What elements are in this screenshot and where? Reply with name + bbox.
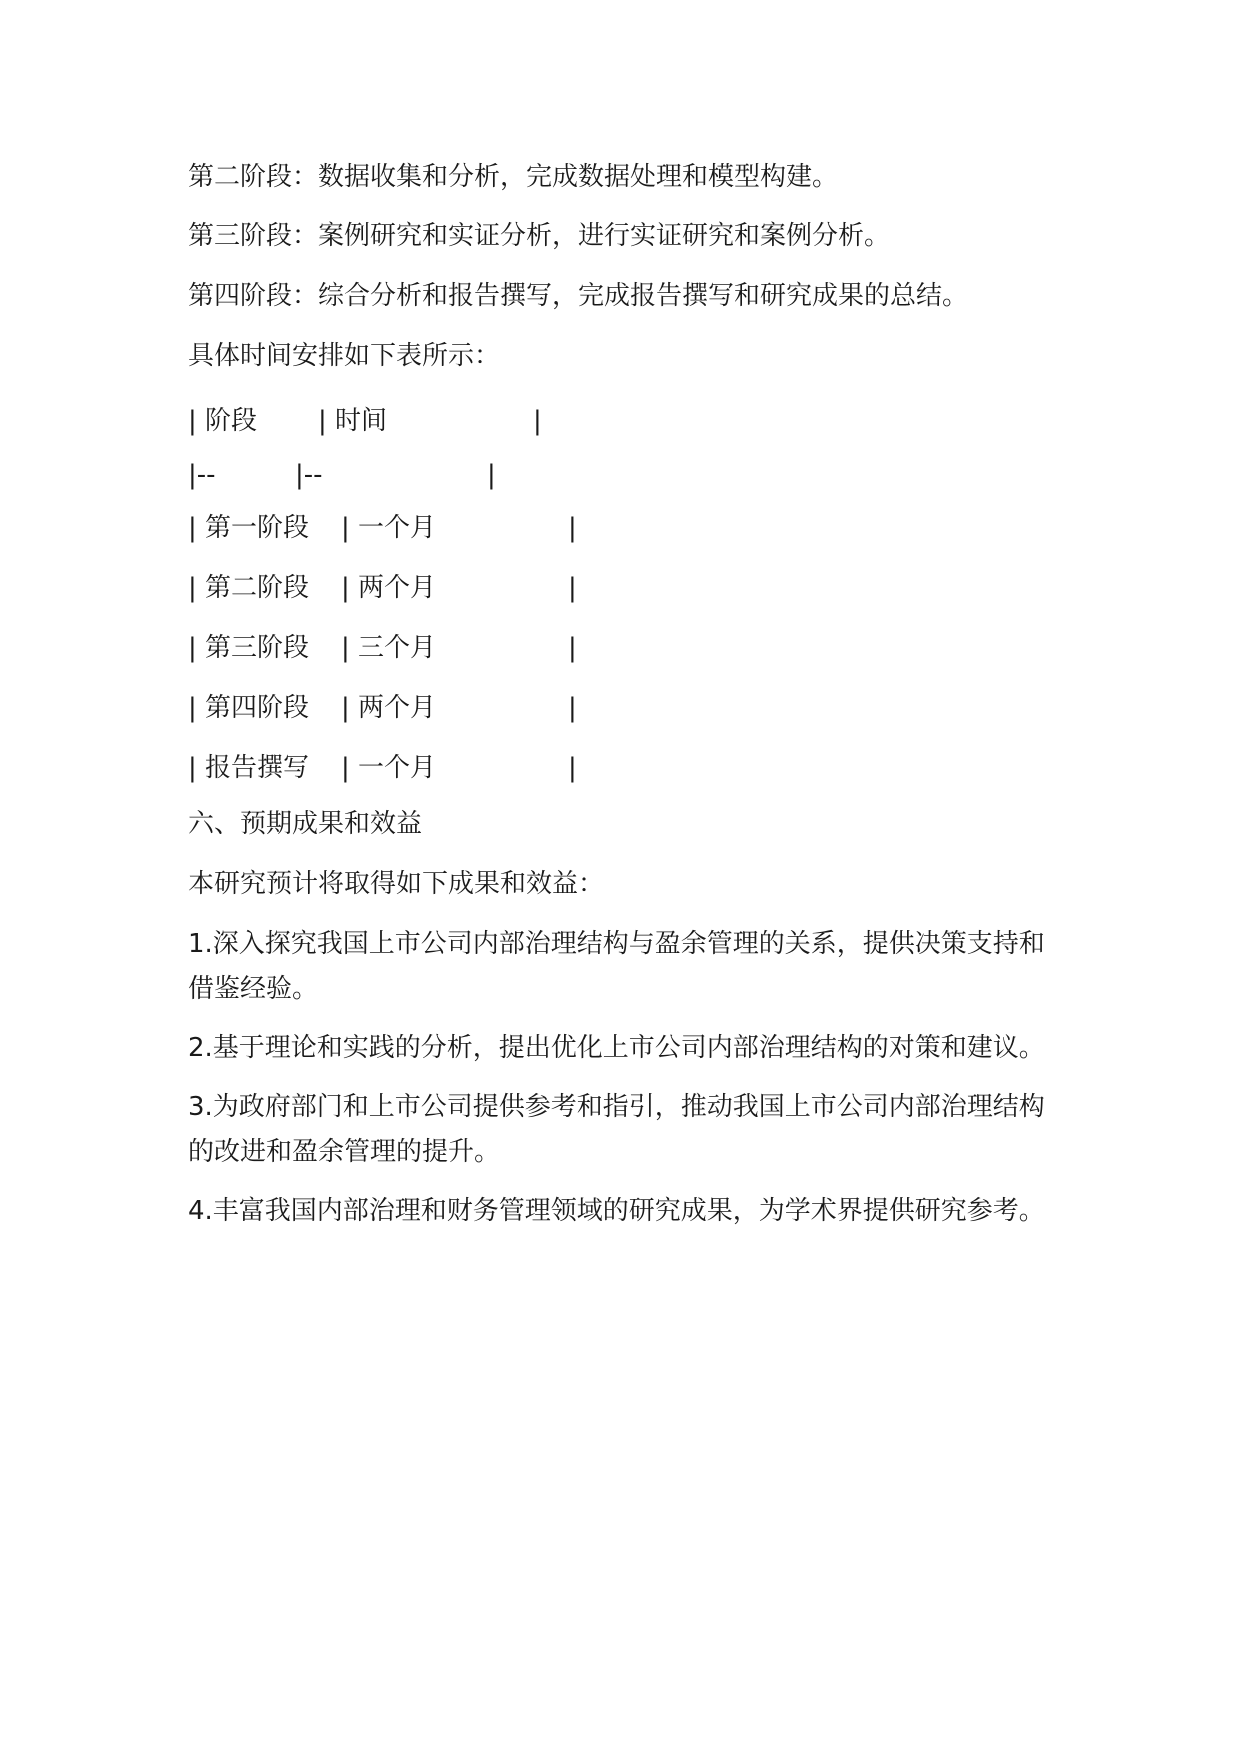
table-cell: | (568, 693, 577, 723)
outcome-item: 2.基于理论和实践的分析，提出优化上市公司内部治理结构的对策和建议。 (188, 1033, 1045, 1063)
table-cell: | 时间 (318, 406, 388, 436)
stage-4-paragraph: 第四阶段：综合分析和报告撰写，完成报告撰写和研究成果的总结。 (188, 281, 969, 311)
table-cell: | 第二阶段 (188, 573, 310, 603)
table-cell: | 两个月 (341, 573, 437, 603)
table-cell: | (568, 573, 577, 603)
outcome-item: 1.深入探究我国上市公司内部治理结构与盈余管理的关系，提供决策支持和借鉴经验。 (188, 929, 1045, 1004)
outcomes-intro: 本研究预计将取得如下成果和效益： (188, 869, 605, 899)
table-cell: | 三个月 (341, 633, 437, 663)
table-cell: |-- (295, 460, 323, 490)
table-cell: | 报告撰写 (188, 753, 310, 783)
table-cell: | 阶段 (188, 406, 258, 436)
table-cell: | 一个月 (341, 513, 437, 543)
table-cell: | (533, 406, 542, 436)
table-cell: |-- (188, 460, 216, 490)
stage-2-paragraph: 第二阶段：数据收集和分析，完成数据处理和模型构建。 (188, 162, 839, 192)
table-cell: | (568, 513, 577, 543)
table-cell: | 第三阶段 (188, 633, 310, 663)
table-cell: | (487, 460, 496, 490)
table-cell: | 一个月 (341, 753, 437, 783)
stage-3-paragraph: 第三阶段：案例研究和实证分析，进行实证研究和案例分析。 (188, 221, 891, 251)
section-heading: 六、预期成果和效益 (188, 809, 423, 839)
table-cell: | 第四阶段 (188, 693, 310, 723)
table-cell: | 两个月 (341, 693, 437, 723)
table-cell: | (568, 633, 577, 663)
table-cell: | (568, 753, 577, 783)
table-cell: | 第一阶段 (188, 513, 310, 543)
outcome-item: 4.丰富我国内部治理和财务管理领域的研究成果，为学术界提供研究参考。 (188, 1196, 1045, 1226)
outcome-item: 3.为政府部门和上市公司提供参考和指引，推动我国上市公司内部治理结构的改进和盈余管理的提升。 (188, 1092, 1045, 1167)
schedule-intro: 具体时间安排如下表所示： (188, 341, 501, 371)
